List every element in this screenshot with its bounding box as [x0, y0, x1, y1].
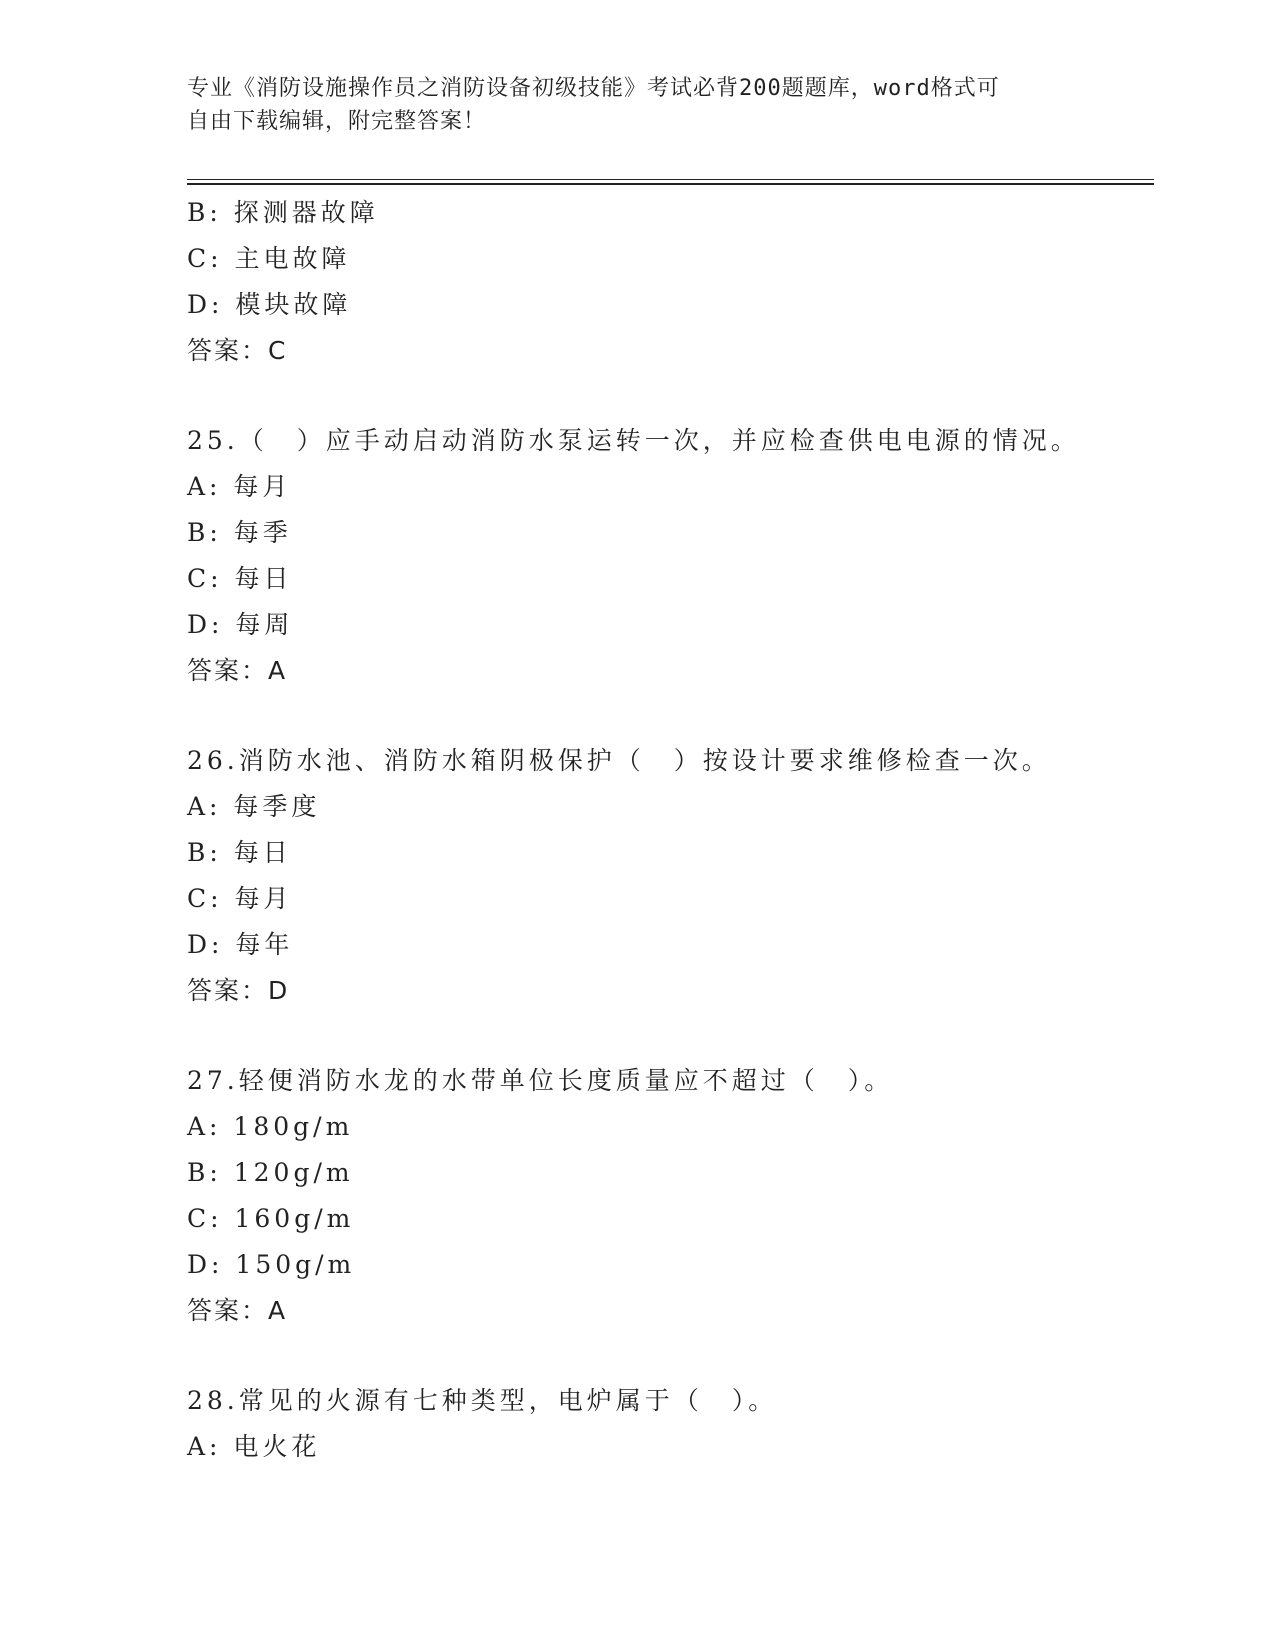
option-b: B: 每季: [187, 518, 292, 547]
header-line-1: 专业《消防设施操作员之消防设备初级技能》考试必背200题题库，word格式可: [187, 76, 1000, 101]
answer-label: 答案：: [187, 336, 269, 365]
option-a: A: 电火花: [187, 1432, 321, 1461]
option-d: D: 150g/m: [187, 1250, 356, 1279]
question-stem: 25.（ ）应手动启动消防水泵运转一次，并应检查供电电源的情况。: [187, 426, 1080, 455]
answer-label: 答案：: [187, 976, 269, 1005]
question-list: [187, 190, 1147, 1470]
question-stem: 28.常见的火源有七种类型，电炉属于（ ）。: [187, 1386, 778, 1415]
option-a: A: 每月: [187, 472, 292, 501]
header-divider-thin: [187, 179, 1154, 180]
answer-value: A: [268, 1296, 288, 1325]
question-27: [187, 1058, 1147, 1334]
answer-label: 答案：: [187, 1296, 269, 1325]
question-26: [187, 738, 1147, 1014]
option-c: C: 每日: [187, 564, 293, 593]
option-d: D: 模块故障: [187, 290, 352, 319]
option-d: D: 每年: [187, 930, 294, 959]
option-b: B: 120g/m: [187, 1158, 354, 1187]
header-divider-thick: [187, 183, 1154, 185]
answer-value: C: [268, 336, 288, 365]
answer-line: [187, 968, 1147, 1014]
option-c: C: 160g/m: [187, 1204, 355, 1233]
option-c: C: 每月: [187, 884, 293, 913]
question-stem: 26.消防水池、消防水箱阴极保护（ ）按设计要求维修检查一次。: [187, 746, 1051, 775]
question-28: [187, 1378, 1147, 1470]
option-b: B: 每日: [187, 838, 292, 867]
answer-value: D: [268, 976, 290, 1005]
answer-line: [187, 648, 1147, 694]
option-b: B: 探测器故障: [187, 198, 379, 227]
header-line-2: 自由下载编辑，附完整答案！: [187, 109, 487, 134]
question-25: [187, 418, 1147, 694]
option-c: C: 主电故障: [187, 244, 351, 273]
question-24-continued: [187, 190, 1147, 374]
answer-line: [187, 1288, 1147, 1334]
answer-line: [187, 328, 1147, 374]
document-header: [187, 72, 1067, 138]
option-d: D: 每周: [187, 610, 294, 639]
answer-label: 答案：: [187, 656, 269, 685]
question-stem: 27.轻便消防水龙的水带单位长度质量应不超过（ ）。: [187, 1066, 894, 1095]
answer-value: A: [268, 656, 288, 685]
option-a: A: 每季度: [187, 792, 321, 821]
option-a: A: 180g/m: [187, 1112, 354, 1141]
